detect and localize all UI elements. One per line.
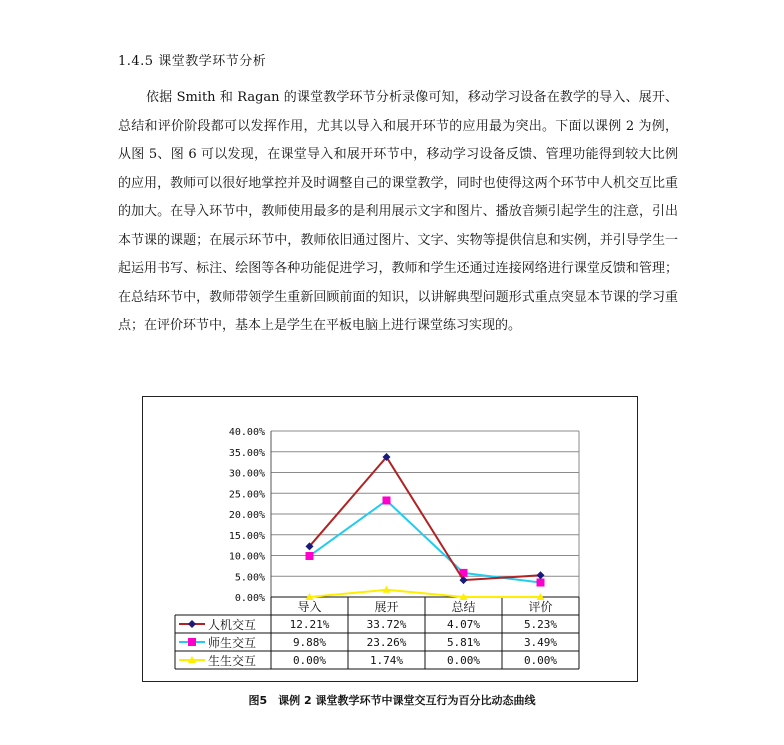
data-point — [537, 579, 545, 587]
x-category-label: 展开 — [374, 600, 399, 614]
x-category-label: 评价 — [528, 600, 553, 614]
y-tick-label: 20.00% — [228, 510, 265, 521]
table-value: 9.88% — [292, 636, 327, 649]
table-value: 33.72% — [366, 618, 407, 631]
table-value: 3.49% — [523, 636, 558, 649]
data-point — [383, 496, 391, 504]
table-value: 0.00% — [523, 654, 558, 667]
y-tick-label: 30.00% — [228, 468, 265, 480]
x-category-label: 导入 — [297, 600, 322, 614]
series-line — [310, 590, 541, 597]
y-tick-label: 5.00% — [234, 572, 265, 584]
legend-marker — [188, 620, 196, 628]
table-value: 1.74% — [369, 654, 404, 667]
y-tick-label: 35.00% — [228, 447, 265, 459]
figure-caption: 图5 课例 2 课堂教学环节中课堂交互行为百分比动态曲线 — [248, 694, 536, 707]
y-tick-label: 10.00% — [228, 551, 265, 563]
table-value: 5.81% — [446, 636, 481, 649]
y-tick-label: 15.00% — [228, 530, 265, 542]
table-value: 5.23% — [523, 618, 558, 631]
table-value: 0.00% — [292, 654, 327, 667]
data-point — [306, 552, 314, 560]
table-value: 4.07% — [446, 618, 481, 631]
section-heading: 1.4.5 课堂教学环节分析 — [118, 54, 267, 69]
series-line — [310, 500, 541, 582]
body-paragraph: 依据 Smith 和 Ragan 的课堂教学环节分析录像可知，移动学习设备在教学的导入、展开、总结和评价阶段都可以发挥作用，尤其以导入和展开环节的应用最为突出。下面以课例 2 为例，从图 5、图 6 可以发现，在课堂导入和展开环节中，移动学习设备反馈、管理功能得到较大比例的应用，教师可以很好地掌控并及时调整自己的课堂教学，同时也使得这两个环节中人机交互比重的加大。在导入环节中，教师使用最多的是利用展示文字和图片、播放音频引起学生的注意，引出本节课的课题；在展示环节中，教师依旧通过图片、文字、实物等提供信息和实例，并引导学生一起运用书写、标注、绘图等各种功能促进学习，教师和学生还通过连接网络进行课堂反馈和管理；在总结环节中，教师带领学生重新回顾前面的知识，以讲解典型问题形式重点突显本节课的学习重点；在评价环节中，基本上是学生在平板电脑上进行课堂练习实现的。 — [118, 90, 678, 333]
chart-frame — [142, 396, 638, 682]
table-value: 0.00% — [446, 654, 481, 667]
table-value: 23.26% — [366, 636, 407, 649]
series-line — [310, 457, 541, 580]
y-tick-label: 0.00% — [234, 593, 265, 604]
legend-label: 人机交互 — [208, 618, 257, 632]
y-tick-label: 25.00% — [228, 489, 265, 501]
data-point — [537, 571, 545, 579]
x-category-label: 总结 — [451, 600, 476, 614]
table-value: 12.21% — [289, 618, 330, 631]
legend-label: 生生交互 — [208, 654, 257, 668]
legend-marker — [188, 638, 196, 646]
legend-label: 师生交互 — [208, 636, 257, 650]
line-chart — [143, 397, 637, 681]
y-tick-label: 40.00% — [228, 427, 265, 438]
